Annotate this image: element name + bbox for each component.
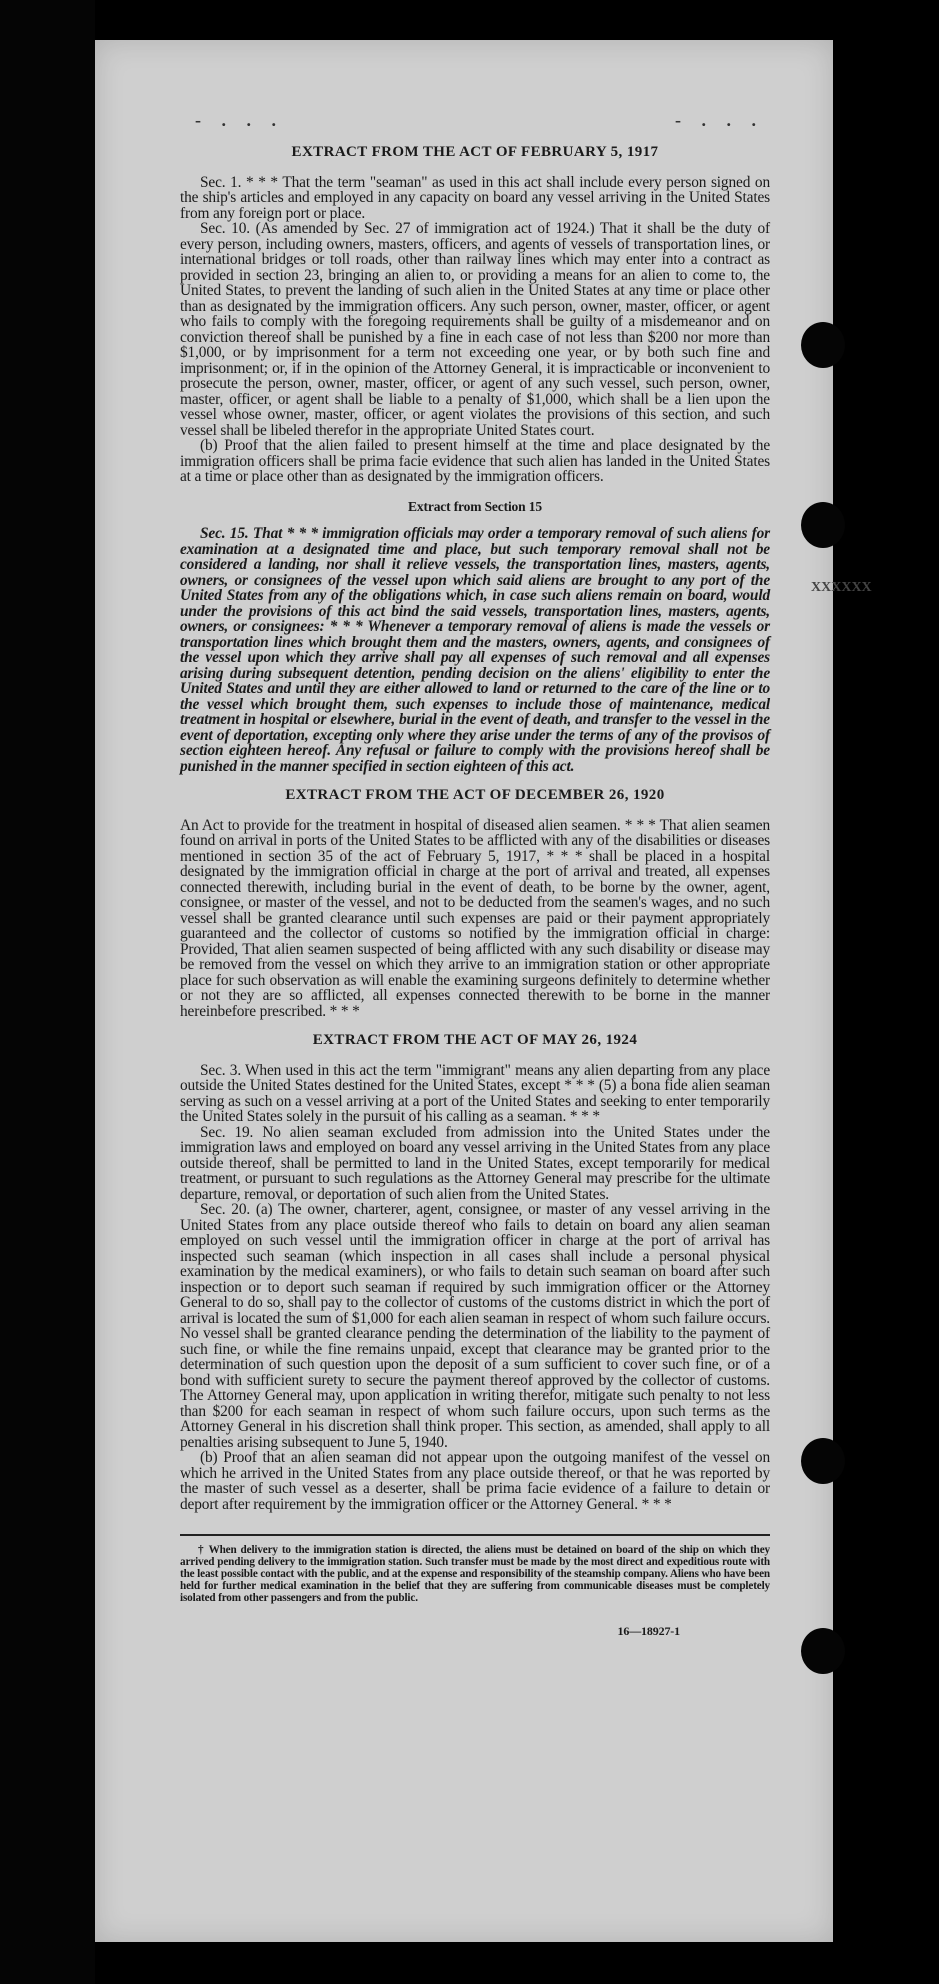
paragraph-sec-20-b: (b) Proof that an alien seaman did not appear upon the outgoing manifest of the vessel on which he arrived in the United States from any place outside thereof, or that he was reported by the master of such vessel as a deserter, shall be prima facie evidence of a failure to detain or deport after requirement by the immigration officer or the Attorney General. * * * bbox=[180, 1449, 770, 1513]
heading-may-1924: EXTRACT FROM THE ACT OF MAY 26, 1924 bbox=[312, 1032, 638, 1048]
document-body bbox=[180, 145, 770, 1640]
footnote-divider bbox=[180, 1534, 770, 1536]
punch-hole bbox=[801, 322, 845, 368]
paragraph-sec-10: Sec. 10. (As amended by Sec. 27 of immigration act of 1924.) That it shall be the duty of every person, including owners, masters, officers, and agents of vessels of transportation lines, or international bridges or toll roads, other than railway lines which may enter into a contract as provided in section 23, bringing an alien to, or providing a means for an alien to come to, the United States, to prevent the landing of such alien in the United States at any time or place other than as designated by the immigration officers. Any such person, owner, master, officer, or agent who fails to comply with the foregoing requirements shall be guilty of a misdemeanor and on conviction thereof shall be punished by a fine in each case of not less than $200 nor more than $1,000, or by imprisonment for a term not exceeding one year, or by both such fine and imprisonment; or, if in the opinion of the Attorney General, it is impracticable or inconvenient to prosecute the person, owner, master, officer, or agent of any such vessel, such person, owner, master, officer, or agent shall be liable to a penalty of $1,000, which shall be a lien upon the vessel whose owner, master, officer, or agent violates the provisions of this section, and such vessel shall be libeled therefor in the appropriate United States court. bbox=[180, 220, 770, 439]
top-marks-left: - . . . bbox=[195, 110, 284, 130]
paragraph-sec-10-b: (b) Proof that the alien failed to present himself at the time and place designated by the immigration officers shall be prima facie evidence that such alien has landed in the United States at a time or place other than as designated by the immigration officers. bbox=[180, 437, 770, 485]
paragraph-sec-20-a: Sec. 20. (a) The owner, charterer, agent, consignee, or master of any vessel arriving in the United States from any place outside thereof who fails to detain on board any alien seaman employed on such vessel until the immigration officer in charge at the port of arrival has inspected such seaman (which inspection in all cases shall include a personal physical examination by the medical examiners), or who fails to detain such seaman on board after such inspection or to deport such seaman if required by such immigration officer or the Attorney General to do so, shall pay to the collector of customs of the customs district in which the port of arrival is located the sum of $1,000 for each alien seaman in respect of whom such failure occurs. No vessel shall be granted clearance pending the determination of the liability to the payment of such fine, or while the fine remains unpaid, except that clearance may be granted prior to the determination of such question upon the deposit of a sum sufficient to cover such fine, or of a bond with sufficient surety to secure the payment thereof approved by the collector of customs. The Attorney General may, upon application in writing therefor, mitigate such penalty to not less than $200 for each seaman in respect of whom such failure occurs, upon such terms as the Attorney General in his discretion shall think proper. This section, as amended, shall apply to all penalties arising subsequent to June 5, 1940. bbox=[180, 1201, 770, 1451]
paragraph-sec-3: Sec. 3. When used in this act the term "immigrant" means any alien departing from any place outside the United States destined for the United States, except * * * (5) a bona fide alien seaman serving as such on a vessel arriving at a port of the United States and seeking to enter temporarily the United States solely in the pursuit of his calling as a seaman. * * * bbox=[180, 1061, 770, 1125]
heading-section-15: Extract from Section 15 bbox=[408, 498, 542, 514]
footnote: † When delivery to the immigration station is directed, the aliens must be detained on board of the ship on which they arrived pending delivery to the immigration station. Such transfer must be made by the most direct and expeditious route with the least possible contact with the public, and at the expense and responsibility of the steamship company. Aliens who have been held for further medical examination in the belief that they are suffering from communicable diseases must be completely isolated from other passengers and from the public. bbox=[180, 1544, 770, 1604]
form-number: 16—18927-1 bbox=[617, 1624, 680, 1638]
punch-hole bbox=[801, 502, 845, 548]
paragraph-sec-19: Sec. 19. No alien seaman excluded from admission into the United States under the immigration laws and employed on board any vessel arriving in the United States from any place outside thereof, shall be permitted to land in the United States, except temporarily for medical treatment, or pursuant to such regulations as the Attorney General may prescribe for the ultimate departure, removal, or deportation of such alien from the United States. bbox=[180, 1123, 770, 1203]
scan-border bbox=[0, 0, 95, 1984]
paragraph-dec-1920: An Act to provide for the treatment in hospital of diseased alien seamen. * * * That alien seamen found on arrival in ports of the United States to be afflicted with any of the disabilities or diseases mentioned in section 35 of the act of February 5, 1917, * * * shall be placed in a hospital designated by the immigration official in charge at the port of arrival and treated, all expenses connected therewith, including burial in the event of death, to be borne by the owner, agent, consignee, or master of the vessel, and not to be deducted from the seamen's wages, and no such vessel shall be granted clearance until such expenses are paid or their payment appropriately guaranteed and the collector of customs so notified by the immigration official in charge: Provided, That alien seamen suspected of being afflicted with any such disability or disease may be removed from the vessel on which they arrive to an immigration station or other appropriate place for such observation as will enable the examining surgeons definitely to determine whether or not they are so afflicted, all expenses connected therewith to be borne in the manner hereinbefore prescribed. * * * bbox=[180, 816, 770, 1020]
top-marks-right: - . . . bbox=[675, 110, 764, 130]
paragraph-sec-15: Sec. 15. That * * * immigration officials may order a temporary removal of such aliens for examination at a designated time and place, but such temporary removal shall not be considered a landing, nor shall it relieve vessels, the transportation lines, masters, agents, owners, or consignees of the vessel upon which said aliens are brought to any port of the United States from any of the obligations which, in case such aliens remain on board, would under the provisions of this act bind the said vessels, transportation lines, masters, agents, owners, or consignees: * * * Whenever a temporary removal of aliens is made the vessels or transportation lines which brought them and the masters, owners, agents, and consignees of the vessel upon which they arrive shall pay all expenses of such removal and all expenses arising during subsequent detention, pending decision on the aliens' eligibility to enter the United States and until they are either allowed to land or returned to the care of the line or to the vessel which brought them, such expenses to include those of maintenance, medical treatment in hospital or elsewhere, burial in the event of death, and transfer to the vessel in the event of deportation, excepting only where they arise under the terms of any of the provisos of section eighteen hereof. Any refusal or failure to comply with the provisions hereof shall be punished in the manner specified in section eighteen of this act. bbox=[180, 525, 770, 775]
heading-feb-1917: EXTRACT FROM THE ACT OF FEBRUARY 5, 1917 bbox=[291, 144, 659, 160]
document-page bbox=[95, 40, 872, 1942]
punch-hole bbox=[801, 1628, 845, 1674]
heading-dec-1920: EXTRACT FROM THE ACT OF DECEMBER 26, 1920 bbox=[285, 787, 665, 803]
punch-hole bbox=[801, 1438, 845, 1484]
margin-marks: XXXXXX bbox=[811, 580, 872, 595]
paragraph-sec-1: Sec. 1. * * * That the term "seaman" as used in this act shall include every person signed on the ship's articles and employed in any capacity on board any vessel arriving in the United States from any foreign port or place. bbox=[180, 173, 770, 222]
